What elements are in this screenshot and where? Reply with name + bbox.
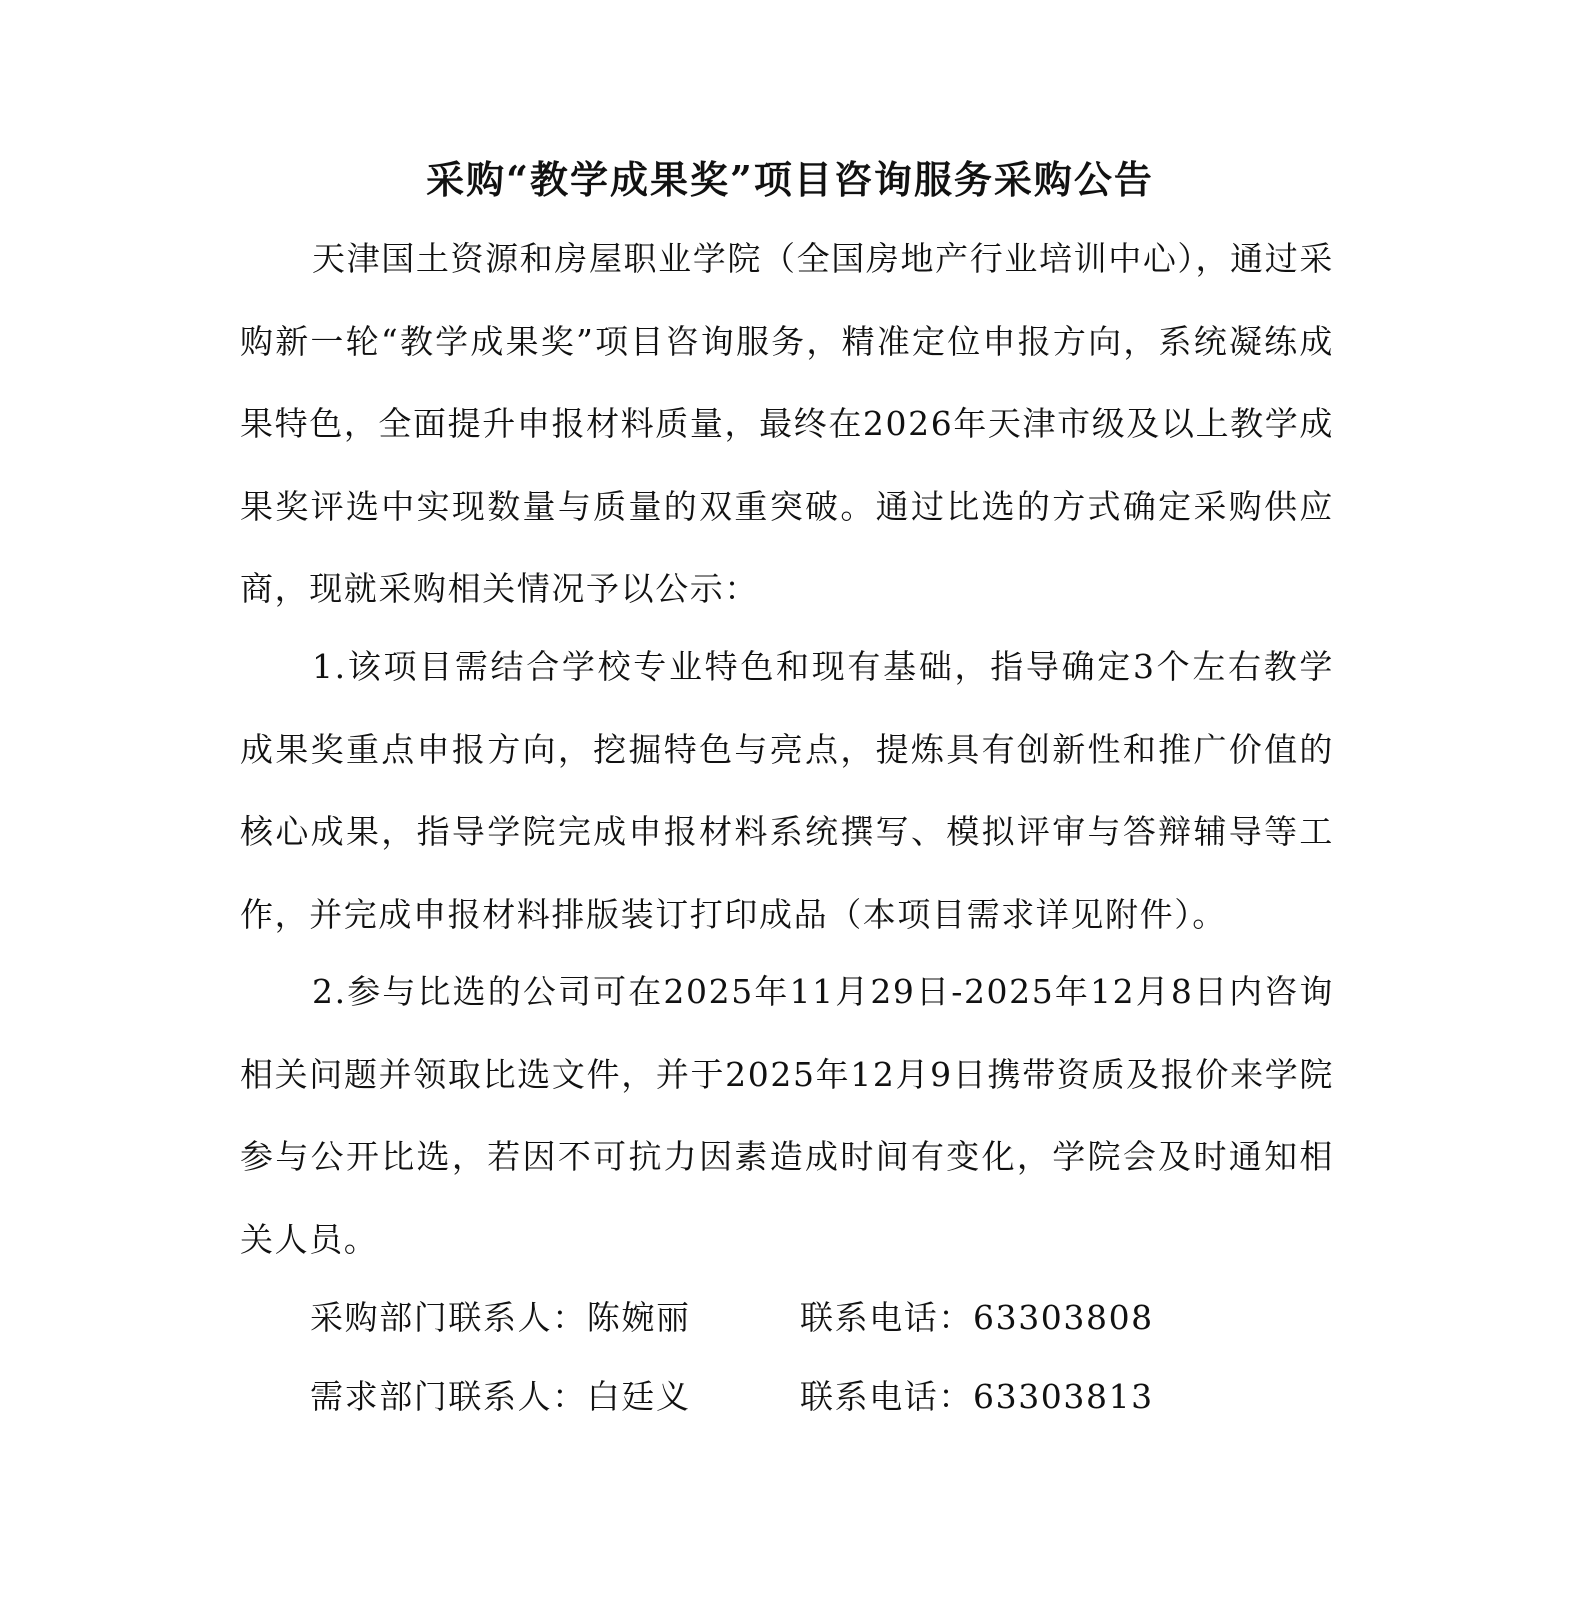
item-2-paragraph: 2.参与比选的公司可在2025年11月29日-2025年12月8日内咨询相关问题并领取比选文件，并于2025年12月9日携带资质及报价来学院参与公开比选，若因不可抗力因素造成时间有变化，学院会及时通知相关人员。	[240, 972, 1334, 1259]
item-1-paragraph: 1.该项目需结合学校专业特色和现有基础，指导确定3个左右教学成果奖重点申报方向，挖掘特色与亮点，提炼具有创新性和推广价值的核心成果，指导学院完成申报材料系统撰写、模拟评审与答辩辅导等工作，并完成申报材料排版装订打印成品（本项目需求详见附件）。	[240, 647, 1334, 934]
document-title: 采购“教学成果奖”项目咨询服务采购公告	[426, 157, 1154, 202]
purchase-contact-line	[310, 1277, 1154, 1360]
demand-contact-name: 需求部门联系人：白廷义	[310, 1377, 691, 1416]
demand-contact-line	[310, 1356, 1154, 1439]
purchase-contact-name: 采购部门联系人：陈婉丽	[310, 1298, 691, 1337]
demand-contact-phone: 联系电话：63303813	[800, 1377, 1154, 1416]
purchase-contact-phone: 联系电话：63303808	[800, 1298, 1154, 1337]
intro-paragraph: 天津国土资源和房屋职业学院（全国房地产行业培训中心），通过采购新一轮“教学成果奖”项目咨询服务，精准定位申报方向，系统凝练成果特色，全面提升申报材料质量，最终在2026年天津市级及以上教学成果奖评选中实现数量与质量的双重突破。通过比选的方式确定采购供应商，现就采购相关情况予以公示：	[240, 239, 1334, 608]
